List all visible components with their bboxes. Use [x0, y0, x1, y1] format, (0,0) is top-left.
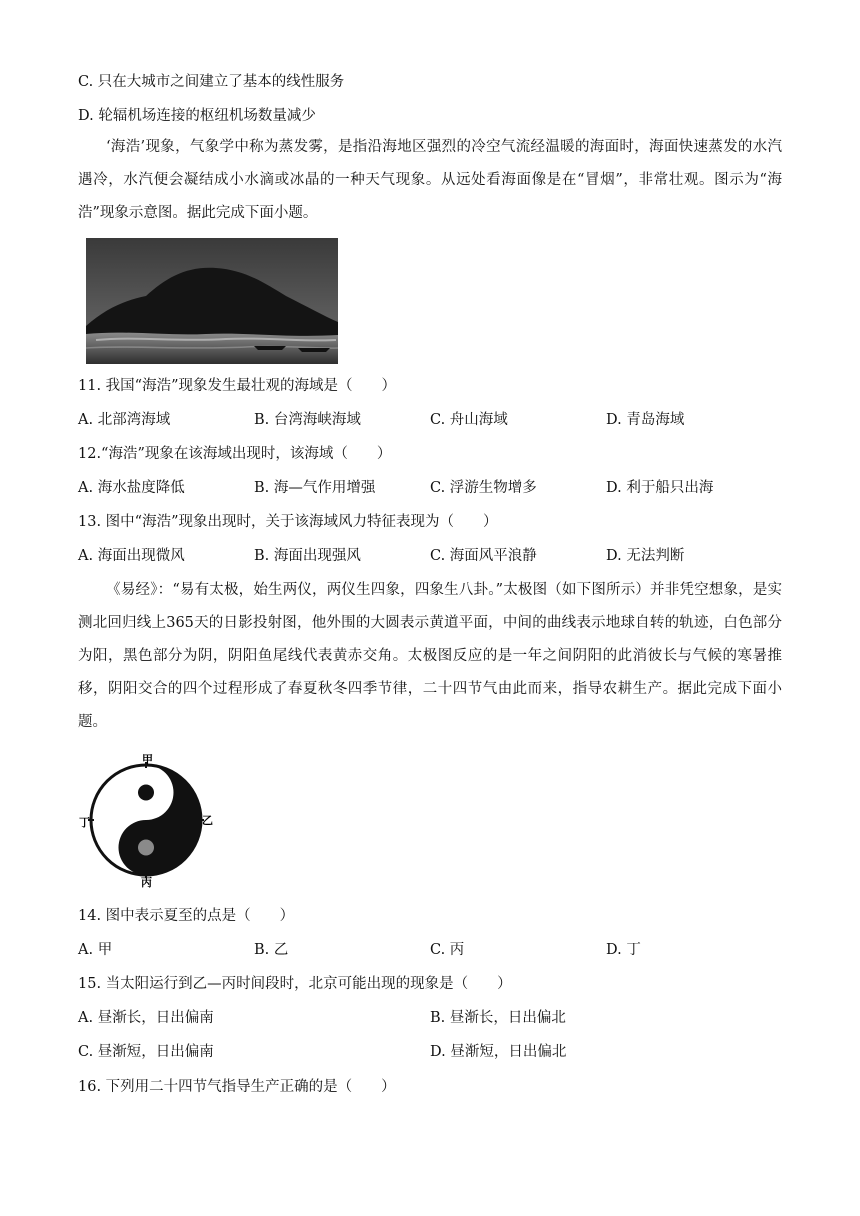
q12-option-a: A. 海水盐度降低 — [78, 480, 185, 496]
passage-taiji-text: 《易经》：“易有太极，始生两仪，两仪生四象，四象生八卦。”太极图（如下图所示）并非凭空想象，是实测北回归线上365天的日影投射图，他外围的大圆表示黄道平面，中间的曲线表示地球自转的轨迹，白色部分为阳，黑色部分为阴，阴阳鱼尾线代表黄赤交角。太极图反应的是一年之间阴阳的此消彼长与气候的寒暑推移，阴阳交合的四个过程形成了春夏秋冬四季节律，二十四节气由此而来，指导农耕生产。据此完成下面小题。 — [78, 582, 782, 730]
option-text: 只在大城市之间建立了基本的线性服务 — [97, 74, 345, 90]
q13-option-d: D. 无法判断 — [606, 548, 685, 564]
question-15-stem: 15. 当太阳运行到乙—丙时间段时，北京可能出现的现象是（ ） — [78, 976, 512, 992]
option-d-prev — [78, 106, 316, 126]
q11-option-d: D. 青岛海域 — [606, 412, 685, 428]
taiji-label-bottom: 丙 — [141, 876, 152, 889]
q15-option-c: C. 昼渐短，日出偏南 — [78, 1044, 214, 1060]
taiji-label-top: 甲 — [142, 753, 153, 766]
question-11-stem: 11. 我国“海浩”现象发生最壮观的海域是（ ） — [78, 378, 396, 394]
taiji-yin-dot — [138, 785, 154, 801]
q11-option-c: C. 舟山海域 — [430, 412, 508, 428]
q13-option-c: C. 海面风平浪静 — [430, 548, 537, 564]
option-c-prev — [78, 72, 344, 92]
question-12-stem: 12.“海浩”现象在该海域出现时，该海域（ ） — [78, 446, 392, 462]
q13-option-b: B. 海面出现强风 — [254, 548, 361, 564]
option-letter: D. — [78, 108, 94, 124]
taiji-diagram — [78, 748, 228, 890]
haihao-photo-drawing — [86, 238, 338, 364]
option-letter: C. — [78, 74, 94, 90]
option-text: 轮辐机场连接的枢纽机场数量减少 — [98, 108, 316, 124]
haihao-photo — [86, 238, 338, 364]
question-16-stem: 16. 下列用二十四节气指导生产正确的是（ ） — [78, 1079, 396, 1095]
question-13-stem: 13. 图中“海浩”现象出现时，关于该海域风力特征表现为（ ） — [78, 514, 498, 530]
q14-option-b: B. 乙 — [254, 942, 289, 958]
q13-option-a: A. 海面出现微风 — [78, 548, 185, 564]
q12-option-c: C. 浮游生物增多 — [430, 480, 537, 496]
q11-option-b: B. 台湾海峡海域 — [254, 412, 361, 428]
taiji-label-right: 乙 — [202, 814, 213, 827]
passage-taiji — [78, 574, 782, 739]
passage-haihao-text: ‘海浩’现象，气象学中称为蒸发雾，是指沿海地区强烈的冷空气流经温暖的海面时，海面快速蒸发的水汽遇冷，水汽便会凝结成小水滴或冰晶的一种天气现象。从远处看海面像是在“冒烟”，非常壮观。图示为“海浩”现象示意图。据此完成下面小题。 — [78, 139, 782, 221]
q12-option-d: D. 利于船只出海 — [606, 480, 714, 496]
q14-option-a: A. 甲 — [78, 942, 113, 958]
passage-haihao — [78, 131, 782, 230]
question-14-stem: 14. 图中表示夏至的点是（ ） — [78, 908, 295, 924]
taiji-yang-dot — [138, 840, 154, 856]
q14-option-d: D. 丁 — [606, 942, 641, 958]
q15-option-b: B. 昼渐长，日出偏北 — [430, 1010, 566, 1026]
q12-option-b: B. 海—气作用增强 — [254, 480, 376, 496]
q14-option-c: C. 丙 — [430, 942, 465, 958]
q11-option-a: A. 北部湾海域 — [78, 412, 171, 428]
taiji-label-left: 丁 — [79, 816, 90, 829]
q15-option-d: D. 昼渐短，日出偏北 — [430, 1044, 567, 1060]
q15-option-a: A. 昼渐长，日出偏南 — [78, 1010, 214, 1026]
